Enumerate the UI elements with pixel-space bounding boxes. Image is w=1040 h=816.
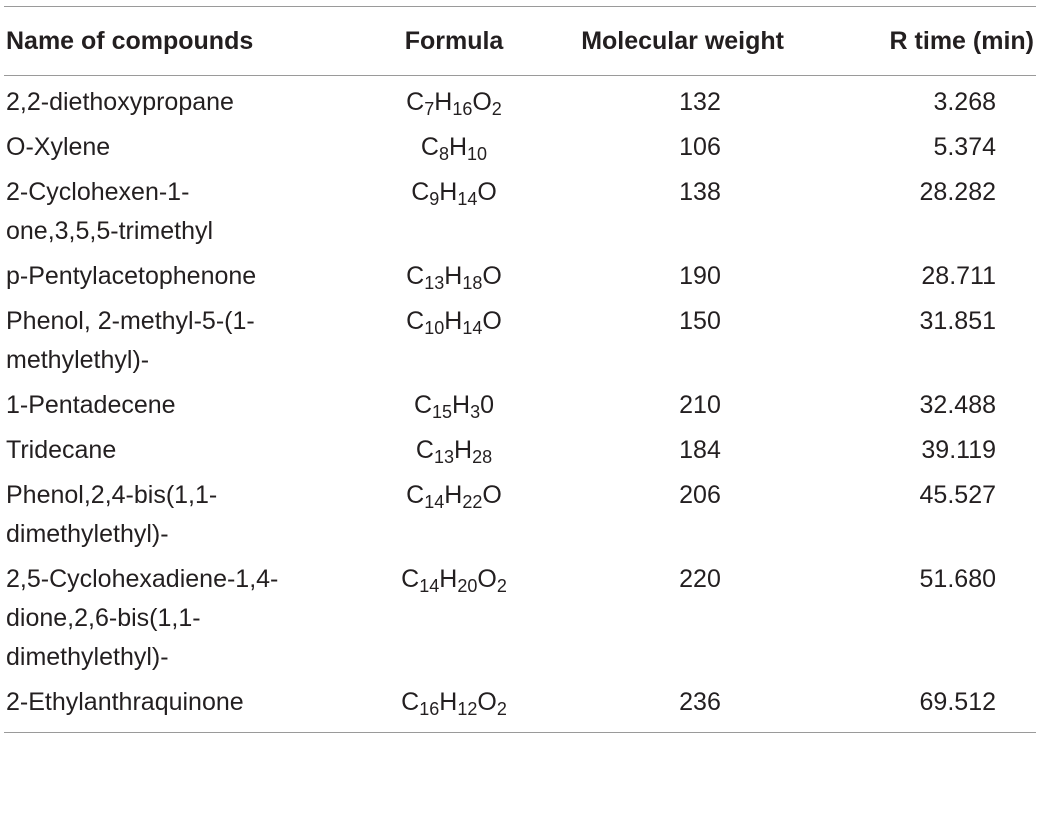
- molecular-weight: 106: [679, 133, 721, 161]
- table-row: [4, 557, 1036, 680]
- formula-element: H: [439, 688, 458, 716]
- compound-name: 2,2-diethoxypropane: [6, 88, 234, 116]
- formula-subscript: 2: [491, 99, 502, 119]
- retention-time: 45.527: [919, 481, 996, 509]
- formula-element: O: [477, 565, 497, 593]
- compound-name: 2-Ethylanthraquinone: [4, 680, 334, 733]
- compound-formula: [334, 299, 534, 383]
- compound-formula: [334, 680, 534, 733]
- molecular-weight: 138: [679, 178, 721, 206]
- molecular-weight: 132: [679, 88, 721, 116]
- formula-element: O: [482, 481, 502, 509]
- formula-element: H: [444, 262, 463, 290]
- formula-subscript: 9: [429, 189, 440, 209]
- table-row: [4, 254, 1036, 299]
- retention-time: 3.268: [933, 88, 996, 116]
- formula-subscript: 28: [472, 447, 493, 467]
- compound-name: Phenol,2,4-bis(1,1-dimethylethyl)-: [6, 481, 218, 548]
- retention-time: 31.851: [919, 307, 996, 335]
- molecular-weight: 210: [679, 391, 721, 419]
- formula-subscript: 14: [457, 189, 478, 209]
- retention-time: 69.512: [784, 680, 1036, 733]
- formula-element: C: [415, 436, 434, 464]
- formula-subscript: 22: [462, 492, 483, 512]
- molecular-weight: 220: [679, 565, 721, 593]
- compound-formula: [334, 383, 534, 428]
- compounds-table: [4, 6, 1036, 733]
- formula-element: H: [439, 565, 458, 593]
- formula-subscript: 14: [462, 318, 483, 338]
- formula-subscript: 16: [419, 699, 440, 719]
- retention-time: 39.119: [921, 436, 996, 464]
- formula-subscript: 14: [419, 576, 440, 596]
- molecular-weight: 236: [534, 680, 784, 733]
- formula-element: C: [406, 481, 425, 509]
- compound-formula: [334, 254, 534, 299]
- molecular-weight: 184: [679, 436, 721, 464]
- formula-subscript: 16: [452, 99, 473, 119]
- compound-name: Phenol, 2-methyl-5-(1-methylethyl)-: [6, 307, 255, 374]
- compound-name: Tridecane: [6, 436, 117, 464]
- molecular-weight: 190: [679, 262, 721, 290]
- formula-element: O: [477, 688, 497, 716]
- formula-element: H: [448, 133, 468, 161]
- retention-time: 5.374: [933, 133, 996, 161]
- header-retention-time: R time (min): [784, 7, 1036, 76]
- table-row: [4, 299, 1036, 383]
- compound-name: 1-Pentadecene: [6, 391, 176, 419]
- retention-time: 32.488: [919, 391, 996, 419]
- molecular-weight: 206: [679, 481, 721, 509]
- formula-subscript: 2: [496, 576, 507, 596]
- formula-element: H: [454, 436, 473, 464]
- compound-formula: [334, 428, 534, 473]
- table-header: [4, 7, 1036, 76]
- header-molecular-weight: Molecular weight: [534, 7, 784, 76]
- table-row: [4, 428, 1036, 473]
- formula-subscript: 18: [462, 273, 483, 293]
- formula-subscript: 3: [470, 402, 481, 422]
- compound-formula: [334, 76, 534, 126]
- formula-element: C: [406, 88, 425, 116]
- compound-formula: [334, 170, 534, 254]
- formula-subscript: 12: [457, 699, 478, 719]
- formula-element: C: [413, 391, 433, 419]
- formula-subscript: 13: [433, 447, 454, 467]
- compound-formula: [334, 557, 534, 680]
- compound-name: O-Xylene: [6, 133, 111, 161]
- table-row: [4, 383, 1036, 428]
- compound-formula: [334, 473, 534, 557]
- formula-subscript: 2: [496, 699, 507, 719]
- table-row: [4, 473, 1036, 557]
- table-row: [4, 170, 1036, 254]
- compound-name: 2,5-Cyclohexadiene-1,4-dione,2,6-bis(1,1-dimethylethyl)-: [6, 565, 279, 671]
- formula-element: O: [482, 307, 502, 335]
- molecular-weight: 150: [679, 307, 721, 335]
- formula-element: C: [401, 688, 420, 716]
- table-row: [4, 680, 1036, 733]
- formula-element: C: [411, 178, 430, 206]
- formula-element: H: [452, 391, 471, 419]
- formula-subscript: 7: [424, 99, 435, 119]
- formula-element: O: [472, 88, 492, 116]
- formula-element: C: [401, 565, 420, 593]
- formula-element: C: [406, 307, 425, 335]
- formula-subscript: 15: [432, 402, 453, 422]
- retention-time: 51.680: [919, 565, 996, 593]
- table-row: [4, 76, 1036, 126]
- table-row: [4, 125, 1036, 170]
- formula-subscript: 13: [424, 273, 445, 293]
- compound-name: 2-Cyclohexen-1-one,3,5,5-trimethyl: [6, 178, 214, 245]
- header-name: Name of compounds: [4, 7, 334, 76]
- formula-element: 0: [480, 391, 495, 419]
- formula-element: O: [482, 262, 502, 290]
- formula-element: H: [444, 481, 463, 509]
- formula-element: H: [439, 178, 458, 206]
- formula-element: H: [434, 88, 453, 116]
- table-body: [4, 76, 1036, 733]
- formula-subscript: 20: [457, 576, 478, 596]
- formula-subscript: 8: [438, 144, 449, 164]
- retention-time: 28.711: [921, 262, 996, 290]
- formula-subscript: 14: [424, 492, 445, 512]
- formula-subscript: 10: [467, 144, 488, 164]
- compound-name: p-Pentylacetophenone: [6, 262, 257, 290]
- formula-element: O: [477, 178, 497, 206]
- formula-subscript: 10: [424, 318, 445, 338]
- retention-time: 28.282: [919, 178, 996, 206]
- compound-formula: [334, 125, 534, 170]
- formula-element: C: [420, 133, 439, 161]
- header-row: [4, 7, 1036, 76]
- header-formula: Formula: [334, 7, 534, 76]
- formula-element: C: [406, 262, 425, 290]
- formula-element: H: [444, 307, 463, 335]
